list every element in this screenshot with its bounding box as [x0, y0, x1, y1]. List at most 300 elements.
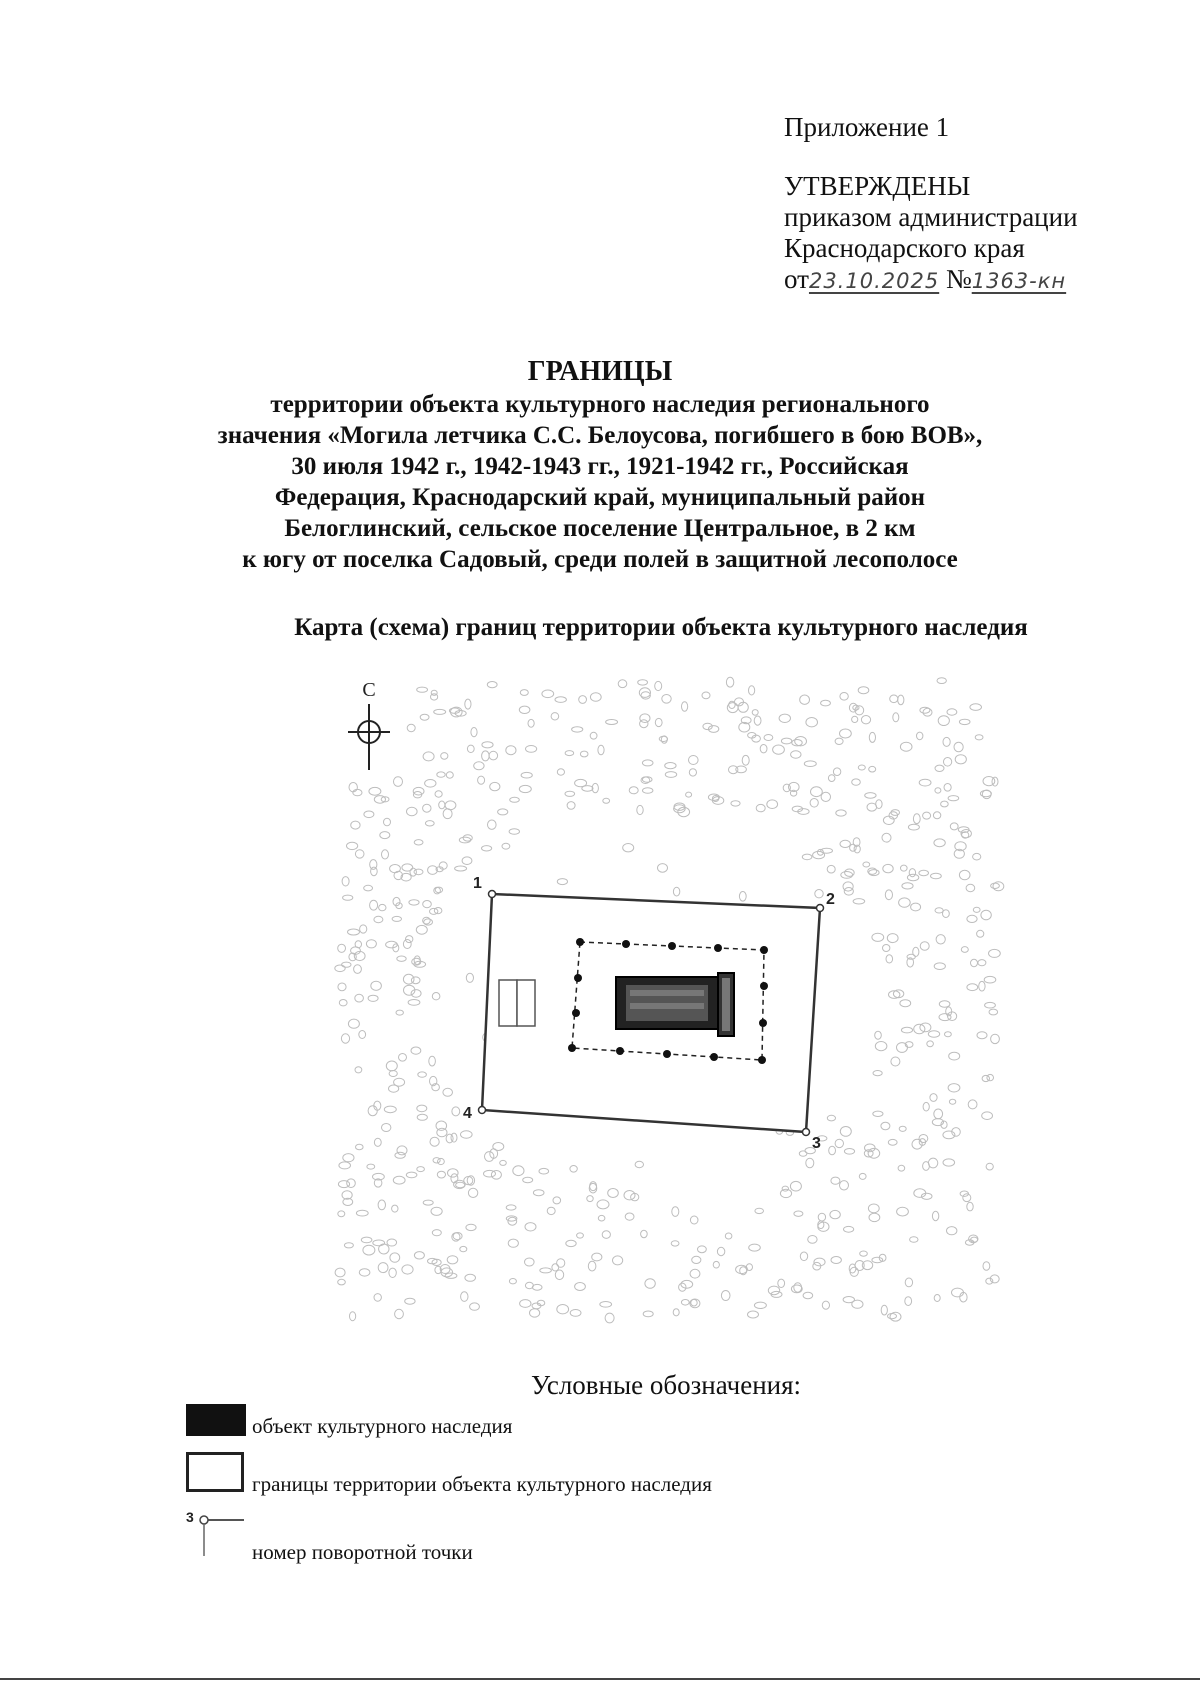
- vegetation-mark: [597, 1200, 609, 1209]
- vegetation-mark: [943, 1159, 955, 1166]
- vegetation-mark: [540, 1268, 552, 1273]
- vegetation-mark: [350, 1312, 356, 1321]
- vegetation-mark: [945, 1032, 952, 1037]
- vegetation-mark: [858, 765, 865, 770]
- vegetation-mark: [445, 801, 456, 810]
- vegetation-mark: [513, 1166, 524, 1176]
- vegetation-mark: [742, 755, 749, 765]
- vegetation-mark: [431, 690, 437, 695]
- vegetation-mark: [411, 990, 421, 998]
- handwritten-date: 23.10.2025: [808, 269, 940, 293]
- vegetation-mark: [959, 870, 970, 879]
- vegetation-mark: [897, 1207, 909, 1216]
- vegetation-mark: [533, 1190, 544, 1196]
- vegetation-mark: [678, 807, 690, 816]
- vegetation-mark: [967, 984, 978, 991]
- vegetation-mark: [355, 850, 364, 858]
- order-date-number: [784, 264, 1078, 297]
- vegetation-mark: [795, 737, 807, 746]
- vegetation-mark: [389, 1268, 396, 1277]
- vegetation-mark: [466, 1224, 476, 1230]
- vegetation-mark: [474, 762, 484, 770]
- vegetation-mark: [912, 1139, 922, 1149]
- vegetation-mark: [989, 949, 1001, 957]
- vegetation-mark: [977, 1032, 987, 1039]
- vegetation-mark: [462, 857, 472, 865]
- vegetation-mark: [949, 1052, 960, 1060]
- vegetation-mark: [590, 732, 597, 739]
- vegetation-mark: [815, 890, 823, 898]
- turning-point-icon: [186, 1508, 246, 1558]
- vegetation-mark: [439, 801, 445, 809]
- vegetation-mark: [767, 800, 778, 809]
- vegetation-mark: [987, 1074, 994, 1080]
- vegetation-mark: [881, 1305, 887, 1315]
- vegetation-mark: [608, 1189, 619, 1198]
- turning-point-1: [489, 891, 496, 898]
- vegetation-mark: [778, 1279, 785, 1287]
- date-prefix: от: [784, 264, 809, 294]
- legend-item-object: [186, 1404, 786, 1440]
- vegetation-mark: [934, 1295, 940, 1302]
- vegetation-mark: [671, 1241, 679, 1246]
- vegetation-mark: [613, 1256, 623, 1265]
- vegetation-mark: [827, 865, 835, 873]
- vegetation-mark: [907, 954, 915, 959]
- bench-structure: [499, 980, 535, 1026]
- vegetation-mark: [379, 1244, 389, 1254]
- vegetation-mark: [355, 994, 364, 1002]
- vegetation-mark: [881, 1122, 890, 1130]
- vegetation-mark: [690, 1216, 698, 1224]
- vegetation-mark: [418, 1072, 427, 1077]
- vegetation-mark: [420, 714, 429, 720]
- vegetation-mark: [899, 898, 911, 907]
- vegetation-mark: [886, 955, 893, 963]
- vegetation-mark: [368, 995, 378, 1001]
- vegetation-mark: [364, 885, 373, 891]
- vegetation-mark: [690, 1269, 700, 1278]
- vegetation-mark: [658, 864, 668, 873]
- vegetation-mark: [794, 1211, 803, 1216]
- vegetation-mark: [338, 1211, 345, 1217]
- vegetation-mark: [387, 1239, 397, 1246]
- vegetation-mark: [374, 796, 385, 804]
- vegetation-mark: [411, 1047, 421, 1054]
- vegetation-mark: [382, 850, 389, 859]
- vegetation-mark: [806, 718, 818, 727]
- vegetation-mark: [525, 1223, 536, 1231]
- vegetation-mark: [436, 1121, 447, 1130]
- vegetation-mark: [363, 1245, 375, 1255]
- vegetation-mark: [443, 1088, 453, 1096]
- vegetation-mark: [794, 1283, 802, 1292]
- vegetation-mark: [973, 853, 981, 860]
- vegetation-mark: [395, 1152, 405, 1158]
- vegetation-mark: [390, 1253, 400, 1262]
- vegetation-mark: [598, 1215, 605, 1221]
- vegetation-mark: [414, 956, 420, 965]
- vegetation-mark: [840, 840, 850, 847]
- vegetation-mark: [484, 1170, 496, 1177]
- vegetation-mark: [348, 1019, 359, 1028]
- vegetation-mark: [502, 843, 510, 849]
- document-title: [0, 355, 1200, 575]
- vegetation-mark: [855, 1261, 864, 1271]
- vegetation-mark: [382, 1124, 391, 1132]
- vegetation-mark: [883, 864, 893, 872]
- vegetation-mark: [713, 1261, 719, 1268]
- vegetation-mark: [380, 832, 390, 839]
- vegetation-mark: [572, 727, 583, 732]
- vegetation-mark: [814, 1258, 825, 1266]
- title-line-1: территории объекта культурного наследия регионального: [270, 391, 930, 418]
- legend-point-number: 3: [186, 1509, 194, 1525]
- vegetation-mark: [869, 1213, 880, 1221]
- vegetation-mark: [407, 724, 415, 731]
- vegetation-mark: [582, 786, 593, 792]
- boundary-swatch: [186, 1452, 244, 1492]
- point-label-1: 1: [473, 875, 482, 892]
- vegetation-mark: [471, 728, 477, 737]
- title-line-4: Федерация, Краснодарский край, муниципальный район: [274, 484, 926, 511]
- vegetation-mark: [425, 821, 434, 826]
- vegetation-mark: [451, 1174, 458, 1183]
- vegetation-mark: [933, 812, 940, 819]
- vegetation-mark: [355, 1067, 362, 1073]
- vegetation-mark: [977, 930, 984, 937]
- vegetation-mark: [347, 842, 358, 849]
- vegetation-mark: [954, 742, 963, 752]
- vegetation-mark: [423, 1200, 433, 1205]
- vegetation-mark: [510, 797, 520, 802]
- vegetation-mark: [416, 925, 427, 934]
- vegetation-mark: [371, 867, 378, 876]
- vegetation-mark: [530, 1309, 540, 1317]
- vegetation-mark: [351, 821, 360, 829]
- vegetation-mark: [555, 1270, 563, 1280]
- vegetation-mark: [692, 1256, 701, 1263]
- vegetation-mark: [460, 1246, 467, 1251]
- vegetation-mark: [853, 899, 865, 904]
- vegetation-mark: [729, 766, 738, 774]
- vegetation-mark: [981, 910, 991, 920]
- vegetation-mark: [867, 803, 877, 811]
- vegetation-mark: [465, 1274, 476, 1281]
- vegetation-mark: [934, 1109, 943, 1119]
- vegetation-mark: [947, 1227, 957, 1235]
- vegetation-mark: [417, 1167, 425, 1172]
- vegetation-mark: [557, 1259, 565, 1268]
- vegetation-mark: [844, 1149, 854, 1155]
- vegetation-mark: [347, 1179, 356, 1188]
- vegetation-mark: [979, 981, 985, 991]
- vegetation-mark: [901, 1027, 912, 1033]
- vegetation-mark: [580, 751, 588, 757]
- vegetation-mark: [803, 1292, 813, 1299]
- vegetation-mark: [353, 789, 362, 795]
- vegetation-mark: [873, 1071, 882, 1076]
- vegetation-mark: [985, 1002, 996, 1008]
- vegetation-mark: [800, 1252, 807, 1261]
- vegetation-mark: [968, 1100, 977, 1109]
- vegetation-mark: [638, 680, 648, 685]
- vegetation-mark: [863, 862, 870, 867]
- vegetation-mark: [491, 1171, 501, 1180]
- vegetation-mark: [592, 1253, 602, 1261]
- vegetation-mark: [840, 1127, 851, 1137]
- vegetation-mark: [435, 791, 442, 797]
- vegetation-mark: [456, 1182, 465, 1188]
- vegetation-mark: [587, 1196, 593, 1202]
- vegetation-mark: [790, 1181, 801, 1191]
- vegetation-mark: [935, 908, 943, 913]
- vegetation-mark: [519, 785, 531, 792]
- vegetation-mark: [858, 687, 869, 694]
- vegetation-mark: [526, 746, 537, 753]
- vegetation-mark: [447, 1256, 458, 1264]
- vegetation-mark: [600, 1302, 612, 1308]
- vegetation-mark: [539, 1168, 549, 1174]
- vegetation-mark: [690, 1299, 700, 1308]
- vegetation-mark: [982, 1112, 993, 1120]
- vegetation-mark: [865, 793, 876, 799]
- vegetation-mark: [384, 818, 391, 826]
- vegetation-mark: [557, 879, 567, 885]
- vegetation-mark: [434, 709, 446, 714]
- vegetation-mark: [930, 1094, 937, 1102]
- vegetation-mark: [448, 1169, 459, 1177]
- title-line-5: Белоглинский, сельское поселение Центральное, в 2 км: [284, 515, 916, 542]
- vegetation-mark: [637, 805, 643, 814]
- vegetation-mark: [986, 1163, 993, 1170]
- vegetation-mark: [343, 895, 353, 900]
- vegetation-mark: [806, 1158, 814, 1168]
- vegetation-mark: [811, 787, 823, 797]
- vegetation-mark: [551, 713, 559, 720]
- vegetation-mark: [506, 746, 516, 755]
- vegetation-mark: [943, 737, 950, 746]
- vegetation-mark: [389, 1085, 399, 1092]
- vegetation-mark: [396, 1010, 403, 1015]
- vegetation-mark: [432, 993, 440, 1000]
- vegetation-mark: [821, 792, 830, 801]
- vegetation-mark: [570, 1310, 581, 1317]
- vegetation-mark: [852, 1300, 863, 1308]
- vegetation-mark: [640, 714, 650, 723]
- vegetation-mark: [955, 755, 966, 764]
- vegetation-mark: [781, 738, 791, 744]
- vegetation-mark: [944, 758, 952, 767]
- vegetation-mark: [355, 941, 361, 948]
- vegetation-mark: [852, 779, 861, 785]
- turning-point-3: [803, 1129, 810, 1136]
- vegetation-mark: [897, 1043, 908, 1053]
- vegetation-mark: [443, 809, 452, 819]
- vegetation-mark: [605, 1313, 614, 1323]
- vegetation-mark: [482, 742, 493, 748]
- vegetation-mark: [641, 1230, 648, 1237]
- vegetation-mark: [528, 719, 534, 727]
- vegetation-mark: [441, 753, 448, 760]
- vegetation-mark: [829, 1146, 836, 1155]
- vegetation-mark: [335, 965, 345, 972]
- vegetation-mark: [950, 823, 958, 830]
- north-label: С: [362, 679, 376, 701]
- vegetation-mark: [822, 1301, 829, 1309]
- vegetation-mark: [642, 760, 653, 766]
- vegetation-mark: [577, 1233, 584, 1238]
- vegetation-mark: [575, 1283, 586, 1291]
- vegetation-mark: [645, 1279, 655, 1289]
- vegetation-mark: [883, 945, 890, 952]
- vegetation-mark: [470, 1303, 480, 1310]
- by-order-label: приказом администрации: [784, 202, 1078, 232]
- vegetation-mark: [390, 865, 401, 873]
- vegetation-mark: [986, 1278, 993, 1284]
- vegetation-mark: [338, 944, 346, 952]
- vegetation-mark: [917, 732, 923, 740]
- vegetation-mark: [373, 1240, 385, 1246]
- vegetation-mark: [754, 1302, 766, 1308]
- vegetation-mark: [764, 735, 773, 741]
- vegetation-mark: [342, 962, 351, 967]
- vegetation-mark: [721, 1291, 730, 1301]
- vegetation-mark: [947, 709, 957, 715]
- vegetation-mark: [590, 693, 601, 702]
- vegetation-mark: [367, 1164, 375, 1169]
- vegetation-mark: [338, 1181, 349, 1188]
- point-label-3: 3: [812, 1135, 821, 1152]
- vegetation-mark: [509, 829, 519, 835]
- vegetation-mark: [402, 1265, 413, 1274]
- vegetation-mark: [519, 706, 530, 713]
- vegetation-mark: [938, 716, 949, 726]
- vegetation-mark: [875, 1042, 887, 1051]
- boundary-map: [330, 670, 1010, 1325]
- vegetation-mark: [547, 1207, 555, 1214]
- vegetation-mark: [364, 811, 374, 818]
- vegetation-mark: [430, 1137, 439, 1146]
- vegetation-mark: [459, 837, 470, 843]
- vegetation-mark: [935, 765, 944, 771]
- vegetation-mark: [417, 687, 428, 692]
- handwritten-number: 1363-кн: [971, 269, 1067, 293]
- vegetation-mark: [369, 787, 381, 795]
- vegetation-mark: [749, 686, 755, 695]
- point-label-2: 2: [826, 891, 835, 908]
- vegetation-mark: [752, 710, 758, 716]
- vegetation-mark: [423, 804, 431, 812]
- vegetation-mark: [963, 1194, 971, 1202]
- vegetation-mark: [749, 1244, 761, 1251]
- vegetation-mark: [810, 799, 818, 808]
- vegetation-mark: [804, 761, 816, 767]
- vegetation-mark: [348, 929, 360, 935]
- vegetation-mark: [961, 830, 971, 838]
- vegetation-mark: [408, 1000, 420, 1006]
- vegetation-mark: [643, 788, 653, 794]
- vegetation-mark: [756, 804, 765, 811]
- vegetation-mark: [378, 1263, 388, 1273]
- vegetation-mark: [920, 942, 929, 951]
- title-line-2: значения «Могила летчика С.С. Белоусова, погибшего в бою ВОВ»,: [217, 422, 983, 449]
- vegetation-mark: [399, 1054, 407, 1062]
- vegetation-mark: [361, 1237, 372, 1243]
- vegetation-mark: [844, 1226, 854, 1232]
- vegetation-mark: [374, 1138, 381, 1146]
- vegetation-mark: [498, 809, 508, 815]
- vegetation-mark: [567, 802, 575, 810]
- vegetation-mark: [923, 708, 932, 716]
- vegetation-mark: [910, 1237, 918, 1243]
- vegetation-mark: [827, 1115, 835, 1121]
- vegetation-mark: [919, 779, 931, 786]
- vegetation-mark: [485, 1152, 494, 1162]
- vegetation-mark: [989, 1009, 998, 1015]
- vegetation-mark: [339, 1162, 351, 1169]
- vegetation-mark: [655, 718, 662, 726]
- vegetation-mark: [555, 697, 566, 703]
- vegetation-mark: [885, 890, 892, 900]
- vegetation-mark: [967, 915, 977, 922]
- vegetation-mark: [939, 1001, 950, 1007]
- vegetation-mark: [818, 1213, 825, 1221]
- vegetation-mark: [890, 695, 898, 703]
- vegetation-mark: [948, 1084, 960, 1092]
- bottom-rule: [0, 1678, 1200, 1680]
- vegetation-mark: [908, 824, 919, 830]
- vegetation-mark: [850, 1267, 858, 1276]
- vegetation-mark: [429, 1056, 436, 1066]
- vegetation-mark: [635, 1161, 643, 1167]
- vegetation-mark: [873, 1111, 883, 1116]
- vegetation-mark: [686, 792, 692, 797]
- vegetation-mark: [913, 814, 920, 824]
- vegetation-mark: [984, 976, 996, 983]
- vegetation-mark: [417, 1105, 427, 1112]
- vegetation-mark: [417, 1114, 427, 1120]
- vegetation-mark: [859, 1173, 866, 1179]
- vegetation-mark: [461, 1131, 473, 1138]
- vegetation-mark: [500, 1160, 507, 1165]
- vegetation-mark: [935, 788, 941, 793]
- vegetation-mark: [374, 1294, 381, 1302]
- vegetation-mark: [618, 680, 627, 688]
- vegetation-mark: [482, 751, 490, 761]
- vegetation-mark: [493, 1143, 504, 1151]
- vegetation-mark: [673, 887, 679, 896]
- vegetation-mark: [397, 956, 406, 961]
- vegetation-mark: [409, 900, 419, 905]
- vegetation-mark: [414, 1252, 424, 1259]
- object-swatch: [186, 1404, 246, 1436]
- vegetation-mark: [624, 1191, 635, 1200]
- vegetation-mark: [397, 1146, 407, 1155]
- vegetation-mark: [830, 1210, 840, 1218]
- vegetation-mark: [907, 874, 918, 881]
- vegetation-mark: [451, 1133, 457, 1142]
- vegetation-mark: [414, 869, 423, 875]
- vegetation-mark: [883, 816, 894, 824]
- vegetation-mark: [431, 1207, 442, 1215]
- vegetation-mark: [799, 1151, 807, 1156]
- vegetation-mark: [509, 1279, 516, 1284]
- vegetation-mark: [932, 1211, 938, 1220]
- vegetation-mark: [991, 883, 1000, 888]
- vegetation-mark: [689, 756, 699, 765]
- vegetation-mark: [779, 714, 790, 722]
